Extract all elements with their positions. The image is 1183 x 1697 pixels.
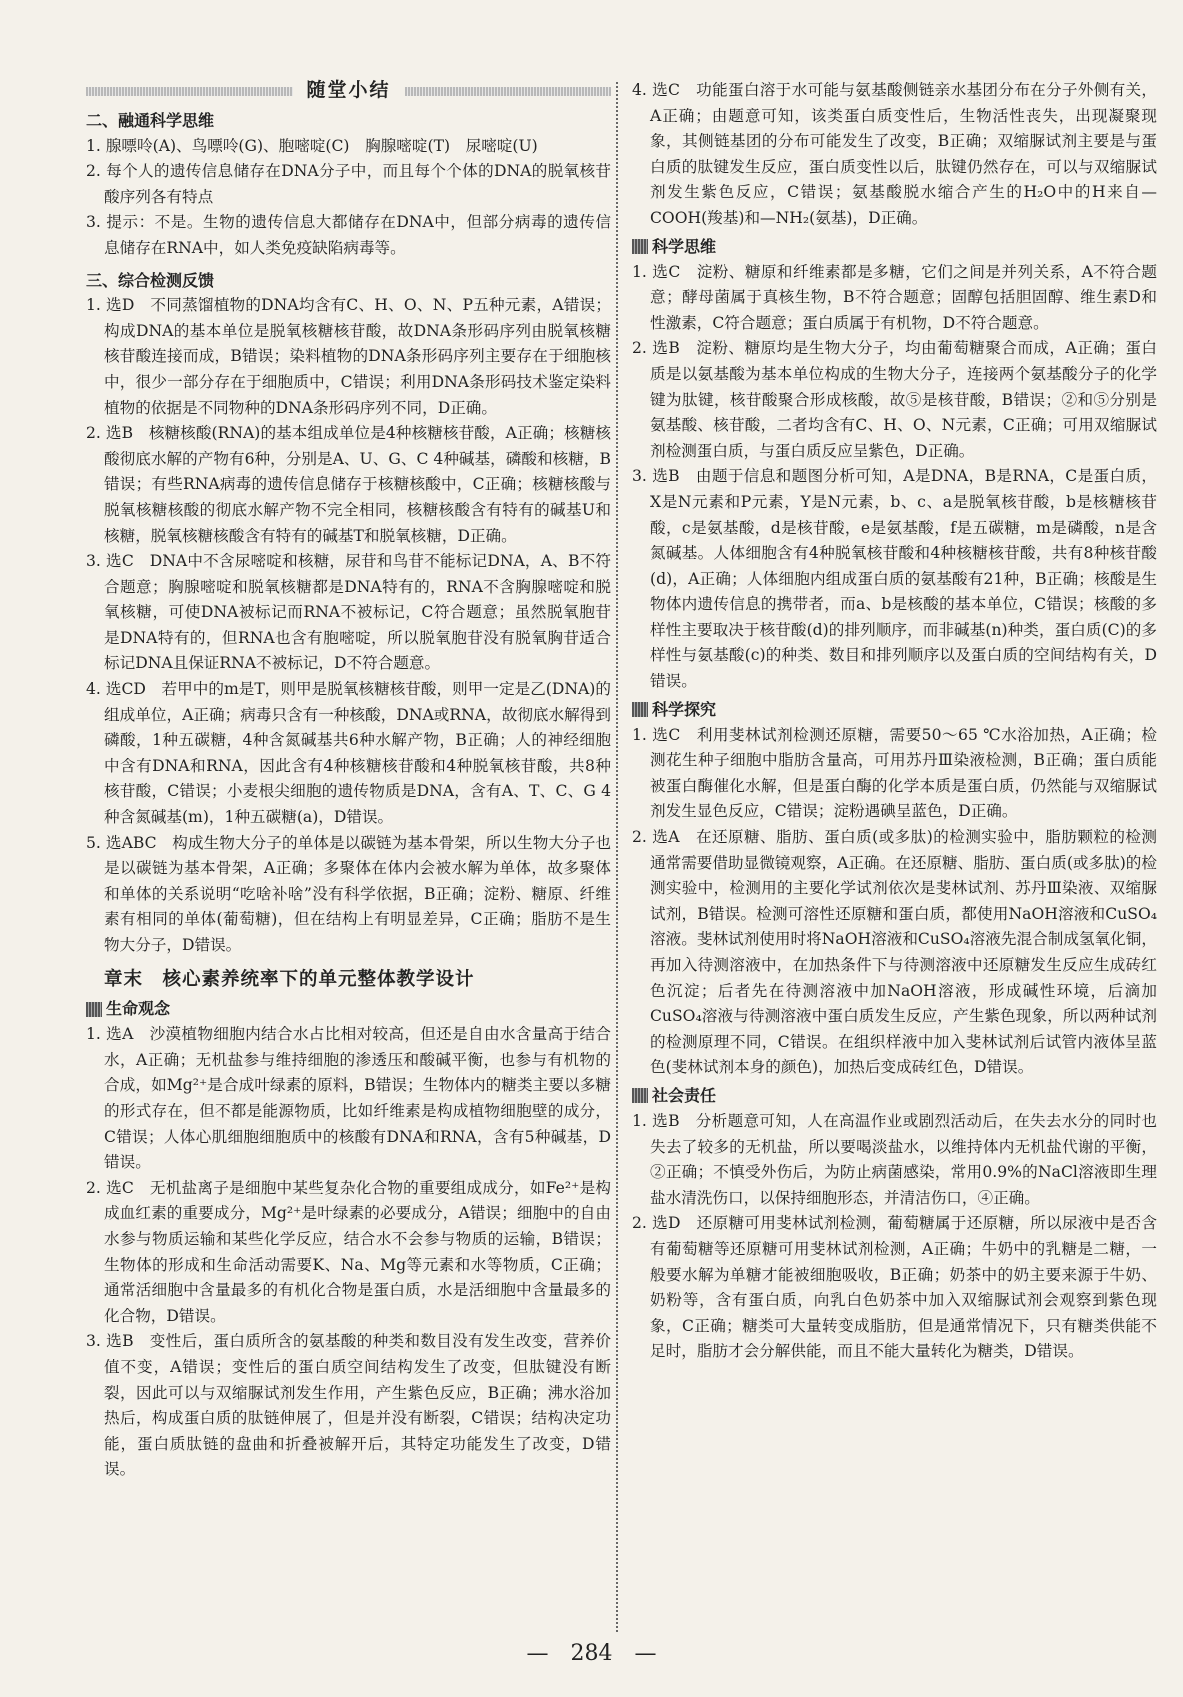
square-bullet-icon: [632, 239, 648, 254]
subsection-heading: [86, 996, 611, 1022]
answer-item: 2. 选B 淀粉、糖原均是生物大分子，均由葡萄糖聚合而成，A正确；蛋白质是以氨基酸为基本单位构成的生物大分子，连接两个氨基酸分子的化学键为肽键，核苷酸聚合形成核酸，故⑤是核苷酸，B错误；②和⑤分别是氨基酸、核苷酸，二者均含有C、H、O、N元素，C正确；可用双缩脲试剂检测蛋白质，与蛋白质反应呈紫色，D正确。: [632, 339, 1157, 460]
answer-item: 4. 选CD 若甲中的m是T，则甲是脱氧核糖核苷酸，则甲一定是乙(DNA)的组成单位，A正确；病毒只含有一种核酸，DNA或RNA，故彻底水解得到磷酸，1种五碳糖，4种含氮碱基共6种水解产物，B正确；人的神经细胞中含有DNA和RNA，因此含有4种核糖核苷酸和4种脱氧核苷酸，共8种核苷酸，C错误；小麦根尖细胞的遗传物质是DNA，含有A、T、C、G 4种含氮碱基(m)，1种五碳糖(a)，D错误。: [86, 680, 611, 827]
chapter-title: 章末 核心素养统率下的单元整体教学设计: [104, 968, 475, 990]
left-column: [86, 78, 611, 1483]
square-bullet-icon: [632, 1088, 648, 1103]
section-heading: 二、融通科学思维: [86, 111, 215, 130]
answer-item: 2. 选C 无机盐离子是细胞中某些复杂化合物的重要组成成分，如Fe²⁺是构成血红素的重要成分，Mg²⁺是叶绿素的必要成分，A错误；细胞中的自由水参与物质运输和某些化学反应，结合水不会参与物质的运输，B错误；生物体的形成和生命活动需要K、Na、Mg等元素和水等物质，C正确；通常活细胞中含量最多的有机化合物是蛋白质，水是活细胞中含量最多的化合物，D错误。: [86, 1178, 611, 1325]
answer-item: 3. 选B 由题于信息和题图分析可知，A是DNA，B是RNA，C是蛋白质，X是N元素和P元素，Y是N元素，b、c、a是脱氧核苷酸，b是核糖核苷酸，c是氨基酸，d是核苷酸，e是氨基酸，f是五碳糖，m是磷酸，n是含氮碱基。人体细胞含有4种脱氧核苷酸和4种核糖核苷酸，共有8种核苷酸(d)，A正确；人体细胞内组成蛋白质的氨基酸有21种，B正确；核酸是生物体内遗传信息的携带者，而a、b是核酸的基本单位，C错误；核酸的多样性主要取决于核苷酸(d)的排列顺序，而非碱基(n)种类，蛋白质(C)的多样性与氨基酸(c)的种类、数目和排列顺序以及蛋白质的空间结构有关，D错误。: [632, 467, 1157, 691]
subsection-heading: [632, 697, 1157, 723]
answer-item: 1. 选B 分析题意可知，人在高温作业或剧烈活动后，在失去水分的同时也失去了较多的无机盐，所以要喝淡盐水，以维持体内无机盐代谢的平衡，②正确；不慎受外伤后，为防止病菌感染，常用0.9%的NaCl溶液即生理盐水清洗伤口，以保持细胞形态，并清洁伤口，④正确。: [632, 1111, 1157, 1207]
banner-bar-left: [86, 87, 293, 96]
page-number: 284: [570, 1641, 613, 1666]
column-divider: [616, 82, 618, 1632]
answer-item: 1. 选A 沙漠植物细胞内结合水占比相对较高，但还是自由水含量高于结合水，A正确；无机盐参与维持细胞的渗透压和酸碱平衡，也参与有机物的合成，如Mg²⁺是合成叶绿素的原料，B错误；生物体内的糖类主要以多糖的形式存在，但不都是能源物质，比如纤维素是构成植物细胞壁的成分，C错误；人体心肌细胞细胞质中的核酸有DNA和RNA，含有5种碱基，D错误。: [86, 1025, 611, 1172]
subsection-title: 科学探究: [652, 699, 717, 719]
answer-item: 5. 选ABC 构成生物大分子的单体是以碳链为基本骨架，所以生物大分子也是以碳链为基本骨架，A正确；多聚体在体内会被水解为单体，故多聚体和单体的关系说明“吃啥补啥”没有科学依据，B正确；淀粉、糖原、纤维素有相同的单体(葡萄糖)，但在结构上有明显差异，C正确；脂肪不是生物大分子，D错误。: [86, 833, 611, 954]
answer-item: 1. 选D 不同蒸馏植物的DNA均含有C、H、O、N、P五种元素，A错误；构成DNA的基本单位是脱氧核糖核苷酸，故DNA条形码序列由脱氧核糖核苷酸连接而成，B错误；染料植物的DNA条形码序列主要存在于细胞核中，很少一部分存在于细胞质中，C错误；利用DNA条形码技术鉴定染料植物的依据是不同物种的DNA条形码序列不同，D正确。: [86, 296, 611, 417]
answer-item: 3. 提示：不是。生物的遗传信息大都储存在DNA中，但部分病毒的遗传信息储存在RNA中，如人类免疫缺陷病毒等。: [86, 213, 611, 257]
square-bullet-icon: [632, 702, 648, 717]
answer-item: 1. 选C 淀粉、糖原和纤维素都是多糖，它们之间是并列关系，A不符合题意；酵母菌属于真核生物，B不符合题意；固醇包括胆固醇、维生素D和性激素，C符合题意；蛋白质属于有机物，D不符合题意。: [632, 262, 1157, 332]
answer-item: 1. 选C 利用斐林试剂检测还原糖，需要50～65 ℃水浴加热，A正确；检测花生种子细胞中脂肪含量高，可用苏丹Ⅲ染液检测，B正确；蛋白质能被蛋白酶催化水解，但是蛋白酶的化学本质是蛋白质，仍然能与双缩脲试剂发生显色反应，C错误；淀粉遇碘呈蓝色，D正确。: [632, 725, 1157, 821]
banner-title: 随堂小结: [306, 79, 391, 102]
subsection-heading: [632, 234, 1157, 260]
subsection-title: 社会责任: [652, 1086, 717, 1106]
subsection-title: 科学思维: [652, 236, 717, 256]
answer-item: 2. 选B 核糖核酸(RNA)的基本组成单位是4种核糖核苷酸，A正确；核糖核酸彻底水解的产物有6种，分别是A、U、G、C 4种碱基，磷酸和核糖，B错误；有些RNA病毒的遗传信息储存于核糖核酸中，C正确；核糖核酸与脱氧核糖核酸的彻底水解产物不完全相同，核糖核酸含有特有的碱基U和核糖，脱氧核糖核酸含有特有的碱基T和脱氧核糖，D正确。: [86, 424, 611, 545]
summary-banner: [86, 78, 611, 104]
subsection-title: 生命观念: [106, 999, 171, 1019]
answer-item: 3. 选C DNA中不含尿嘧啶和核糖，尿苷和鸟苷不能标记DNA，A、B不符合题意；胸腺嘧啶和脱氧核糖都是DNA特有的，RNA不含胸腺嘧啶和脱氧核糖，可使DNA被标记而RNA不被标记，C符合题意；虽然脱氧胞苷是DNA特有的，但RNA也含有胞嘧啶，所以脱氧胞苷没有脱氧胸苷适合标记DNA且保证RNA不被标记，D不符合题意。: [86, 552, 611, 673]
answer-item: 2. 每个人的遗传信息储存在DNA分子中，而且每个个体的DNA的脱氧核苷酸序列各有特点: [86, 162, 611, 206]
page-footer: — 284 —: [526, 1641, 657, 1666]
subsection-heading: [632, 1083, 1157, 1109]
answer-item: 2. 选A 在还原糖、脂肪、蛋白质(或多肽)的检测实验中，脂肪颗粒的检测通常需要借助显微镜观察，A正确。在还原糖、脂肪、蛋白质(或多肽)的检测实验中，检测用的主要化学试剂依次是斐林试剂、苏丹Ⅲ染液、双缩脲试剂，B错误。检测可溶性还原糖和蛋白质，都使用NaOH溶液和CuSO₄溶液。斐林试剂使用时将NaOH溶液和CuSO₄溶液先混合制成氢氧化铜，再加入待测溶液中，在加热条件下与待测溶液中还原糖发生反应生成砖红色沉淀；后者先在待测溶液中加NaOH溶液，形成碱性环境，后滴加CuSO₄溶液与待测溶液中蛋白质发生反应，产生紫色现象，所以两种试剂的检测原理不同，C错误。在组织样液中加入斐林试剂后试管内液体呈蓝色(斐林试剂本身的颜色)，加热后变成砖红色，D错误。: [632, 828, 1157, 1077]
answer-item: 2. 选D 还原糖可用斐林试剂检测，葡萄糖属于还原糖，所以尿液中是否含有葡萄糖等还原糖可用斐林试剂检测，A正确；牛奶中的乳糖是二糖，一般要水解为单糖才能被细胞吸收，B正确；奶茶中的奶主要来源于牛奶、奶粉等，含有蛋白质，向乳白色奶茶中加入双缩脲试剂会观察到紫色现象，C正确；糖类可大量转变成脂肪，但是通常情况下，只有糖类供能不足时，脂肪才会分解供能，而且不能大量转化为糖类，D错误。: [632, 1214, 1157, 1361]
square-bullet-icon: [86, 1002, 102, 1017]
answer-item: 1. 腺嘌呤(A)、鸟嘌呤(G)、胞嘧啶(C) 胸腺嘧啶(T) 尿嘧啶(U): [86, 136, 538, 155]
answer-item: 4. 选C 功能蛋白溶于水可能与氨基酸侧链亲水基团分布在分子外侧有关，A正确；由题意可知，该类蛋白质变性后，生物活性丧失，出现凝聚现象，其侧链基团的分布可能发生了改变，B正确；双缩脲试剂主要是与蛋白质的肽键发生反应，蛋白质变性以后，肽键仍然存在，可以与双缩脲试剂发生紫色反应，C错误；氨基酸脱水缩合产生的H₂O中的H来自—COOH(羧基)和—NH₂(氨基)，D正确。: [632, 81, 1157, 227]
answer-item: 3. 选B 变性后，蛋白质所含的氨基酸的种类和数目没有发生改变，营养价值不变，A错误；变性后的蛋白质空间结构发生了改变，但肽键没有断裂，因此可以与双缩脲试剂发生作用，产生紫色反应，B正确；沸水浴加热后，构成蛋白质的肽链伸展了，但是并没有断裂，C错误；结构决定功能，蛋白质肽链的盘曲和折叠被解开后，其特定功能发生了改变，D错误。: [86, 1332, 611, 1479]
section-heading: 三、综合检测反馈: [86, 270, 215, 290]
right-column: [632, 78, 1157, 1365]
banner-bar-right: [405, 87, 612, 96]
